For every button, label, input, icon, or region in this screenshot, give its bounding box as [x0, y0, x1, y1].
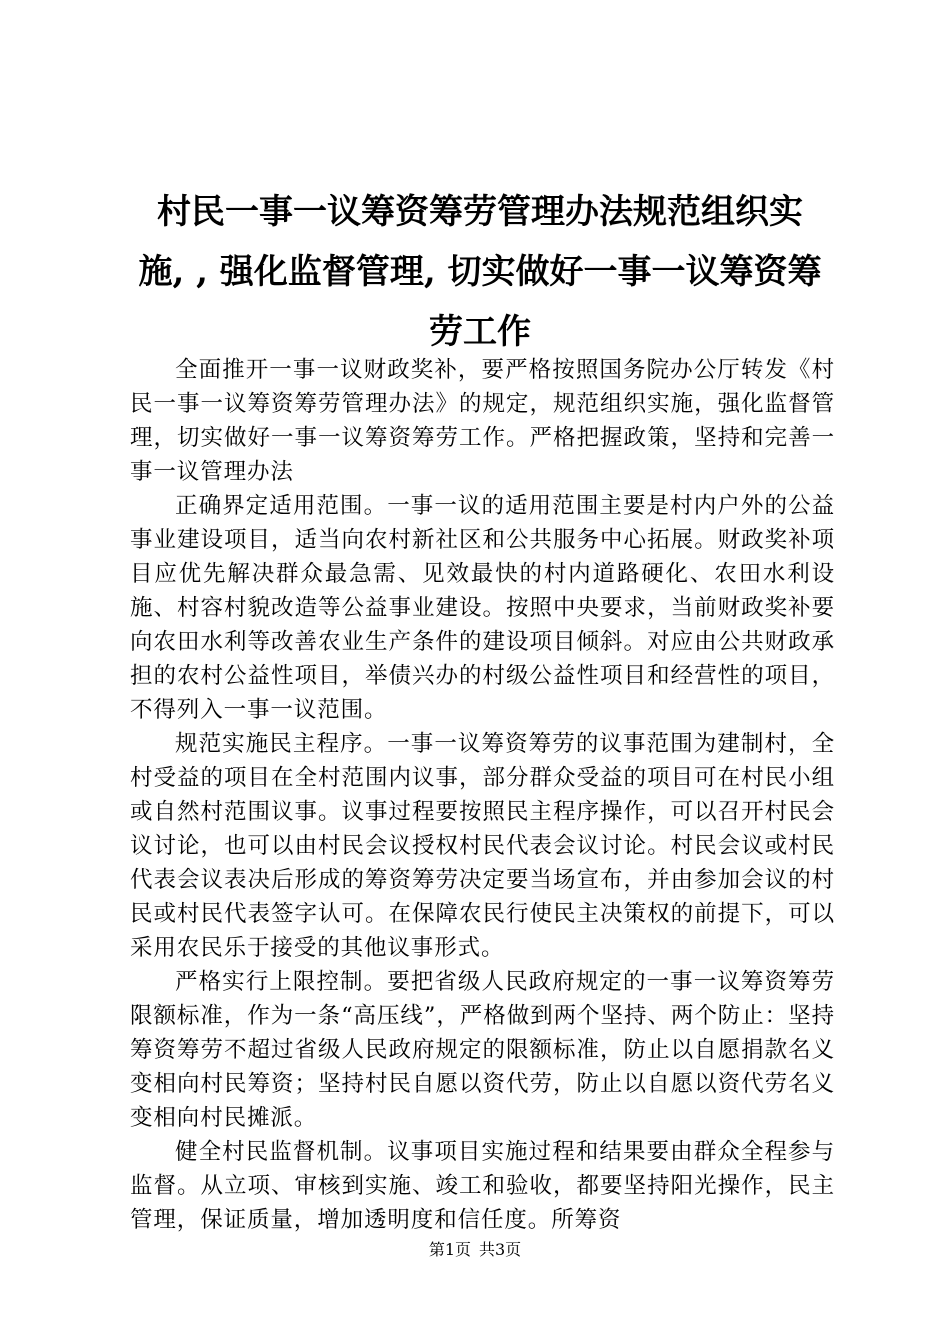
paragraph-scope: 正确界定适用范围。一事一议的适用范围主要是村内户外的公益事业建设项目，适当向农村新社区和公共服务中心拓展。财政奖补项目应优先解决群众最急需、见效最快的村内道路硬化、农田水利设施、村容村貌改造等公益事业建设。按照中央要求，当前财政奖补要向农田水利等改善农业生产条件的建设项目倾斜。对应由公共财政承担的农村公益性项目，举债兴办的村级公益性项目和经营性的项目，不得列入一事一议范围。	[130, 493, 835, 723]
document-title	[130, 182, 830, 362]
title-line-3: 劳工作	[429, 312, 531, 352]
paragraph-intro: 全面推开一事一议财政奖补，要严格按照国务院办公厅转发《村民一事一议筹资筹劳管理办法》的规定，规范组织实施，强化监督管理，切实做好一事一议筹资筹劳工作。严格把握政策，坚持和完善一事一议管理办法	[130, 357, 835, 485]
page-footer	[0, 1239, 950, 1261]
paragraph-limit: 严格实行上限控制。要把省级人民政府规定的一事一议筹资筹劳限额标准，作为一条“高压线”，严格做到两个坚持、两个防止：坚持筹资筹劳不超过省级人民政府规定的限额标准，防止以自愿捐款名义变相向村民筹资；坚持村民自愿以资代劳，防止以自愿以资代劳名义变相向村民摊派。	[130, 969, 835, 1131]
page-number: 第1页	[428, 1240, 471, 1259]
title-line-1: 村民一事一议筹资筹劳管理办法规范组织实	[157, 192, 803, 232]
document-body	[130, 353, 835, 1237]
paragraph-procedure: 规范实施民主程序。一事一议筹资筹劳的议事范围为建制村，全村受益的项目在全村范围内议事，部分群众受益的项目可在村民小组或自然村范围议事。议事过程要按照民主程序操作，可以召开村民会议讨论，也可以由村民会议授权村民代表会议讨论。村民会议或村民代表会议表决后形成的筹资筹劳决定要当场宣布，并由参加会议的村民或村民代表签字认可。在保障农民行使民主决策权的前提下，可以采用农民乐于接受的其他议事形式。	[130, 731, 835, 961]
title-line-2: 施, , 强化监督管理, 切实做好一事一议筹资筹	[138, 252, 822, 292]
page-total: 共3页	[479, 1240, 522, 1259]
paragraph-supervision: 健全村民监督机制。议事项目实施过程和结果要由群众全程参与监督。从立项、审核到实施、竣工和验收，都要坚持阳光操作，民主管理，保证质量，增加透明度和信任度。所筹资	[130, 1139, 835, 1233]
